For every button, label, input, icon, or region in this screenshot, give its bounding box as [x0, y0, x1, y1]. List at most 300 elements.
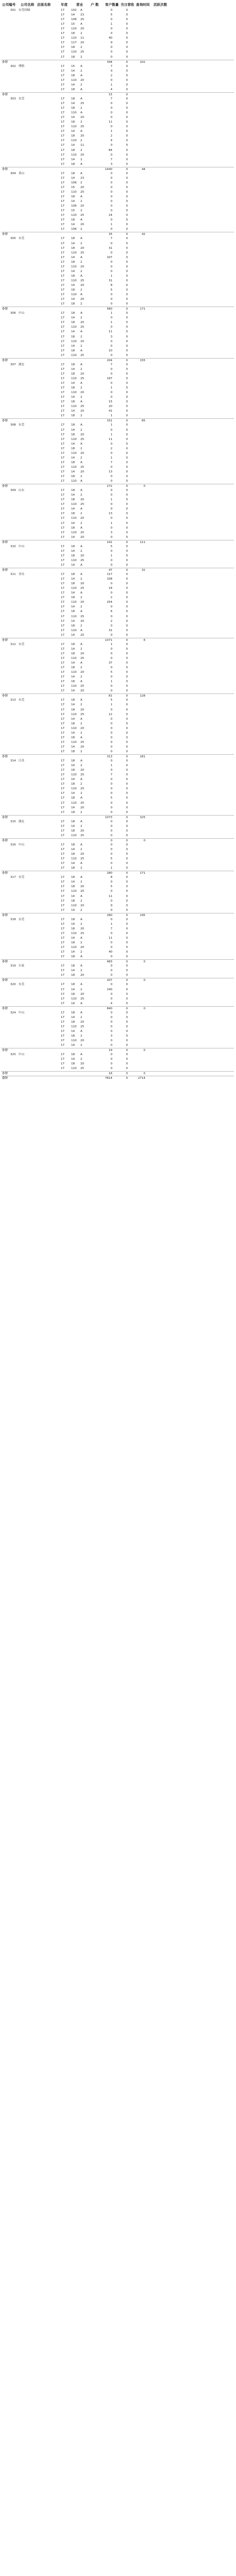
trend-cell: A: [80, 23, 82, 26]
type-cell: 18: [71, 433, 75, 436]
year-cell: 17: [61, 176, 65, 180]
value-cell: 0: [126, 442, 128, 446]
table-row: [1, 372, 234, 377]
trend-cell: 20: [80, 582, 85, 586]
year-cell: 17: [61, 778, 65, 782]
table-row: [1, 605, 234, 609]
value-cell: 0: [126, 605, 128, 609]
value-cell: 0: [110, 209, 112, 213]
value-cell: 0: [126, 647, 128, 651]
type-cell: 18: [71, 475, 75, 478]
trend-cell: 20: [80, 498, 85, 502]
table-row: [1, 260, 234, 265]
trend-cell: 25: [80, 190, 85, 194]
type-cell: 18: [71, 1020, 75, 1024]
year-cell: 17: [61, 750, 65, 753]
trend-cell: A: [80, 736, 82, 739]
value-cell: 0: [126, 298, 128, 301]
table-row: [1, 1066, 234, 1071]
type-cell: 110: [71, 857, 77, 861]
table-row: [1, 479, 234, 484]
table-row: [1, 176, 234, 181]
table-row: [1, 545, 234, 549]
trend-cell: A: [80, 162, 82, 166]
subtotal-label: 小计: [2, 540, 8, 544]
company-code: 304: [10, 172, 16, 175]
value-cell: 0: [126, 97, 128, 100]
value-cell: 13: [108, 470, 112, 473]
year-cell: 17: [61, 55, 65, 59]
value-cell: 0: [126, 689, 128, 693]
header-cell: 活跃次数: [154, 3, 167, 7]
type-cell: 18: [71, 372, 75, 376]
type-cell: 14: [71, 144, 75, 147]
trend-cell: 2: [80, 521, 82, 525]
trend-cell: A: [80, 642, 82, 646]
value-cell: 0: [126, 283, 128, 287]
value-cell: 0: [126, 308, 128, 311]
value-cell: 0: [126, 708, 128, 711]
value-cell: 0: [126, 214, 128, 217]
table-row: [1, 134, 234, 139]
table-row: [1, 381, 234, 386]
year-cell: 17: [61, 498, 65, 502]
year-cell: 17: [61, 652, 65, 655]
value-cell: 155: [140, 359, 145, 362]
value-cell: 0: [126, 806, 128, 809]
value-cell: 0: [126, 872, 128, 875]
year-cell: 17: [61, 181, 65, 184]
year-cell: 17: [61, 9, 65, 12]
value-cell: 0: [126, 367, 128, 371]
trend-cell: 20: [80, 554, 85, 557]
value-cell: 0: [143, 839, 145, 842]
table-row: [1, 708, 234, 713]
table-row: [1, 69, 234, 74]
value-cell: 0: [126, 209, 128, 213]
trend-cell: 20: [80, 116, 85, 120]
year-cell: 17: [61, 787, 65, 791]
table-row: [1, 158, 234, 162]
trend-cell: 2: [80, 414, 82, 418]
table-row: [1, 1011, 234, 1015]
value-cell: 0: [126, 485, 128, 488]
type-cell: 14: [71, 717, 75, 721]
year-cell: 17: [61, 675, 65, 679]
table-row: [1, 1002, 234, 1006]
company-code: 311: [10, 573, 16, 577]
type-cell: 14: [71, 456, 75, 460]
trend-cell: A: [80, 97, 82, 100]
value-cell: 0: [110, 1067, 112, 1071]
value-cell: 0: [126, 563, 128, 567]
value-cell: 0: [126, 195, 128, 198]
year-cell: 17: [61, 680, 65, 684]
year-cell: 17: [61, 461, 65, 464]
trend-cell: 20: [80, 806, 85, 809]
value-cell: 6: [143, 638, 145, 642]
value-cell: 0: [126, 913, 128, 917]
type-cell: 14: [71, 200, 75, 204]
value-cell: 0: [126, 810, 128, 814]
value-cell: 0: [126, 591, 128, 595]
table-row: [1, 502, 234, 507]
value-cell: 0: [110, 526, 112, 530]
type-cell: 18: [71, 148, 75, 152]
year-cell: 17: [61, 740, 65, 744]
year-cell: 17: [61, 489, 65, 493]
value-cell: 18: [108, 587, 112, 590]
type-cell: 18: [71, 363, 75, 366]
value-cell: 0: [126, 736, 128, 739]
value-cell: 0: [126, 750, 128, 753]
type-cell: 18: [71, 820, 75, 823]
table-row: [1, 199, 234, 204]
value-cell: 0: [126, 1044, 128, 1047]
year-cell: 17: [61, 829, 65, 833]
value-cell: 0: [110, 656, 112, 660]
table-row: [1, 885, 234, 889]
value-cell: 0: [126, 410, 128, 413]
trend-cell: A: [80, 274, 82, 278]
year-cell: 17: [61, 713, 65, 716]
value-cell: 483: [107, 960, 112, 964]
value-cell: 0: [110, 605, 112, 609]
value-cell: 0: [126, 330, 128, 334]
value-cell: 1: [110, 321, 112, 325]
value-cell: 0: [126, 78, 128, 82]
header-cell: 查询时间: [136, 3, 150, 7]
value-cell: 0: [126, 787, 128, 791]
trend-cell: 20: [80, 689, 85, 693]
year-cell: 17: [61, 125, 65, 129]
table-row: [1, 493, 234, 498]
type-cell: 110: [71, 671, 77, 674]
year-cell: 17: [61, 853, 65, 856]
type-cell: 110: [71, 480, 77, 483]
trend-cell: 2: [80, 367, 82, 371]
type-cell: 14: [71, 880, 75, 884]
year-cell: 17: [61, 722, 65, 725]
value-cell: 0: [126, 904, 128, 907]
company-name: 青岛: [19, 573, 25, 577]
table-row: [1, 624, 234, 629]
value-cell: 40: [108, 951, 112, 954]
type-cell: 18: [71, 708, 75, 711]
year-cell: 17: [61, 321, 65, 325]
trend-cell: 2: [80, 1035, 82, 1038]
year-cell: 17: [61, 801, 65, 805]
value-cell: 0: [110, 382, 112, 385]
company-name: 黄山: [19, 172, 25, 175]
type-cell: 14: [71, 367, 75, 371]
value-cell: 0: [126, 302, 128, 306]
trend-cell: 2: [80, 605, 82, 609]
value-cell: 16: [108, 1072, 112, 1076]
table-row: [1, 731, 234, 736]
type-cell: 14: [71, 764, 75, 768]
table-row: [1, 465, 234, 470]
year-cell: 17: [61, 251, 65, 255]
table-row: [1, 251, 234, 256]
year-cell: 17: [61, 512, 65, 516]
value-cell: 0: [126, 633, 128, 637]
trend-cell: 25: [80, 377, 85, 380]
year-cell: 17: [61, 23, 65, 26]
value-cell: 0: [126, 88, 128, 91]
type-cell: 14: [71, 521, 75, 525]
table-row: [1, 1020, 234, 1025]
value-cell: 0: [110, 731, 112, 735]
type-cell: 18: [71, 414, 75, 418]
value-cell: 0: [126, 423, 128, 427]
type-cell: 15: [71, 185, 75, 189]
header-cell: 户 数: [91, 3, 99, 7]
value-cell: 0: [110, 326, 112, 329]
subtotal-label: 小计: [2, 694, 8, 698]
year-cell: 17: [61, 745, 65, 749]
trend-cell: 25: [80, 125, 85, 129]
year-cell: 17: [61, 946, 65, 950]
value-cell: 0: [126, 521, 128, 525]
trend-cell: 20: [80, 321, 85, 325]
table-row: [1, 283, 234, 288]
value-cell: 0: [126, 74, 128, 77]
value-cell: 0: [110, 1011, 112, 1014]
year-cell: 17: [61, 554, 65, 557]
value-cell: 0: [126, 569, 128, 572]
value-cell: 0: [110, 116, 112, 120]
trend-cell: 25: [80, 857, 85, 861]
trend-cell: A: [80, 955, 82, 959]
value-cell: 0: [110, 834, 112, 837]
company-code: 325: [10, 1053, 16, 1057]
table-row: [1, 666, 234, 670]
value-cell: 1: [110, 922, 112, 926]
type-cell: 110: [71, 587, 77, 590]
value-cell: 0: [110, 1058, 112, 1061]
value-cell: 3: [110, 335, 112, 338]
value-cell: 0: [126, 340, 128, 343]
table-row: [1, 31, 234, 36]
value-cell: 0: [110, 708, 112, 711]
table-row: [1, 227, 234, 232]
table-row: [1, 591, 234, 596]
trend-cell: 20: [80, 78, 85, 82]
value-cell: 9: [110, 41, 112, 45]
type-cell: 18: [71, 349, 75, 352]
value-cell: 0: [126, 601, 128, 604]
value-cell: 1: [110, 312, 112, 315]
table-row: [1, 36, 234, 41]
value-cell: 11: [108, 330, 112, 334]
trend-cell: 25: [80, 713, 85, 716]
value-cell: 0: [110, 1053, 112, 1057]
table-row: [1, 153, 234, 158]
value-cell: 0: [126, 740, 128, 744]
type-cell: 18: [71, 769, 75, 772]
type-cell: 14: [71, 778, 75, 782]
table-row: [1, 806, 234, 810]
trend-cell: 2: [80, 158, 82, 161]
value-cell: 108: [107, 578, 112, 581]
trend-cell: 20: [80, 927, 85, 930]
trend-cell: 2: [80, 396, 82, 399]
year-cell: 17: [61, 349, 65, 352]
value-cell: 0: [126, 1015, 128, 1019]
year-cell: 17: [61, 596, 65, 600]
subtotal-label: 小计: [2, 233, 8, 236]
year-cell: 17: [61, 121, 65, 124]
type-cell: 14: [71, 507, 75, 511]
year-cell: 17: [61, 475, 65, 478]
type-cell: 18: [71, 810, 75, 814]
value-cell: 0: [110, 1015, 112, 1019]
table-row: [1, 101, 234, 106]
value-cell: 241: [107, 540, 112, 544]
company-code: 310: [10, 545, 16, 548]
table-row: [1, 722, 234, 726]
value-cell: 245: [140, 913, 145, 917]
table-row: [1, 647, 234, 652]
type-cell: 14: [71, 824, 75, 828]
trend-cell: 2: [80, 1058, 82, 1061]
type-cell: 14: [71, 83, 75, 87]
table-row: [1, 927, 234, 931]
table-row: [1, 512, 234, 516]
trend-cell: 11: [80, 144, 85, 147]
value-cell: 0: [110, 32, 112, 36]
table-row: [1, 969, 234, 973]
trend-cell: 25: [80, 214, 85, 217]
type-cell: 18: [71, 992, 75, 996]
value-cell: 2: [110, 619, 112, 623]
type-cell: 110: [71, 265, 77, 268]
type-cell: 18: [71, 74, 75, 77]
value-cell: 0: [110, 745, 112, 749]
table-row: [1, 861, 234, 866]
trend-cell: A: [80, 256, 82, 259]
year-cell: 17: [61, 918, 65, 921]
table-row: [1, 22, 234, 27]
type-cell: 110: [71, 50, 77, 54]
trend-cell: 2: [80, 209, 82, 213]
trend-cell: 25: [80, 405, 85, 409]
type-cell: 18: [71, 582, 75, 586]
trend-cell: 2: [80, 1044, 82, 1047]
type-cell: 18: [71, 759, 75, 763]
table-row: [1, 955, 234, 959]
trend-cell: 25: [80, 326, 85, 329]
type-cell: 18: [71, 783, 75, 786]
table-row: [1, 1062, 234, 1066]
value-cell: 0: [126, 703, 128, 707]
trend-cell: A: [80, 545, 82, 548]
type-cell: 18: [71, 400, 75, 404]
type-cell: 18: [71, 596, 75, 600]
year-cell: 17: [61, 237, 65, 241]
header-cell: 客户数量: [105, 3, 119, 7]
year-cell: 17: [61, 293, 65, 297]
type-cell: 110: [71, 773, 77, 777]
table-row: [1, 488, 234, 493]
subtotal-label: 小计: [2, 93, 8, 96]
type-cell: 14: [71, 578, 75, 581]
year-cell: 17: [61, 442, 65, 446]
type-cell: 14: [71, 13, 75, 17]
value-cell: 0: [126, 755, 128, 758]
year-cell: 17: [61, 699, 65, 702]
trend-cell: A: [80, 400, 82, 404]
type-cell: 110: [71, 531, 77, 534]
type-cell: 14: [71, 535, 75, 539]
trend-cell: A: [80, 680, 82, 684]
value-cell: 0: [126, 1062, 128, 1066]
value-cell: 0: [126, 876, 128, 879]
table-row: [1, 316, 234, 320]
company-code: 305: [10, 237, 16, 241]
value-cell: 1: [110, 23, 112, 26]
table-row: [1, 810, 234, 815]
trend-cell: A: [80, 778, 82, 782]
type-cell: 110: [71, 503, 77, 506]
trend-cell: A: [80, 442, 82, 446]
table-row: [1, 1034, 234, 1039]
table-row: [1, 964, 234, 969]
company-name: 中山: [19, 1053, 25, 1057]
table-row: [1, 1057, 234, 1062]
trend-cell: 2: [80, 731, 82, 735]
value-cell: 31: [108, 629, 112, 632]
year-cell: 17: [61, 78, 65, 82]
value-cell: 0: [110, 899, 112, 903]
trend-cell: 25: [80, 587, 85, 590]
year-cell: 17: [61, 726, 65, 730]
value-cell: 5: [110, 671, 112, 674]
year-cell: 17: [61, 624, 65, 628]
trend-cell: A: [80, 796, 82, 800]
trend-cell: 2: [80, 475, 82, 478]
value-cell: 0: [126, 885, 128, 889]
type-cell: 106: [71, 205, 77, 208]
trend-cell: 25: [80, 1025, 85, 1028]
value-cell: 7: [110, 97, 112, 100]
trend-cell: 2: [80, 666, 82, 670]
value-cell: 5: [110, 857, 112, 861]
table-row: [1, 115, 234, 120]
value-cell: 0: [126, 326, 128, 329]
year-cell: 17: [61, 633, 65, 637]
type-cell: 14: [71, 344, 75, 348]
year-cell: 17: [61, 824, 65, 828]
value-cell: 0: [110, 298, 112, 301]
value-cell: 207: [107, 979, 112, 982]
value-cell: 171: [140, 872, 145, 875]
type-cell: 106: [71, 181, 77, 184]
year-cell: 17: [61, 1029, 65, 1033]
table-row: [1, 45, 234, 50]
table-row: [1, 447, 234, 451]
value-cell: 0: [126, 946, 128, 950]
type-cell: 110: [71, 437, 77, 441]
value-cell: 0: [126, 153, 128, 157]
value-cell: 0: [110, 181, 112, 184]
table-row: [1, 498, 234, 502]
type-cell: 110: [71, 904, 77, 907]
year-cell: 17: [61, 326, 65, 329]
value-cell: 0: [126, 997, 128, 1001]
trend-cell: 2: [80, 675, 82, 679]
